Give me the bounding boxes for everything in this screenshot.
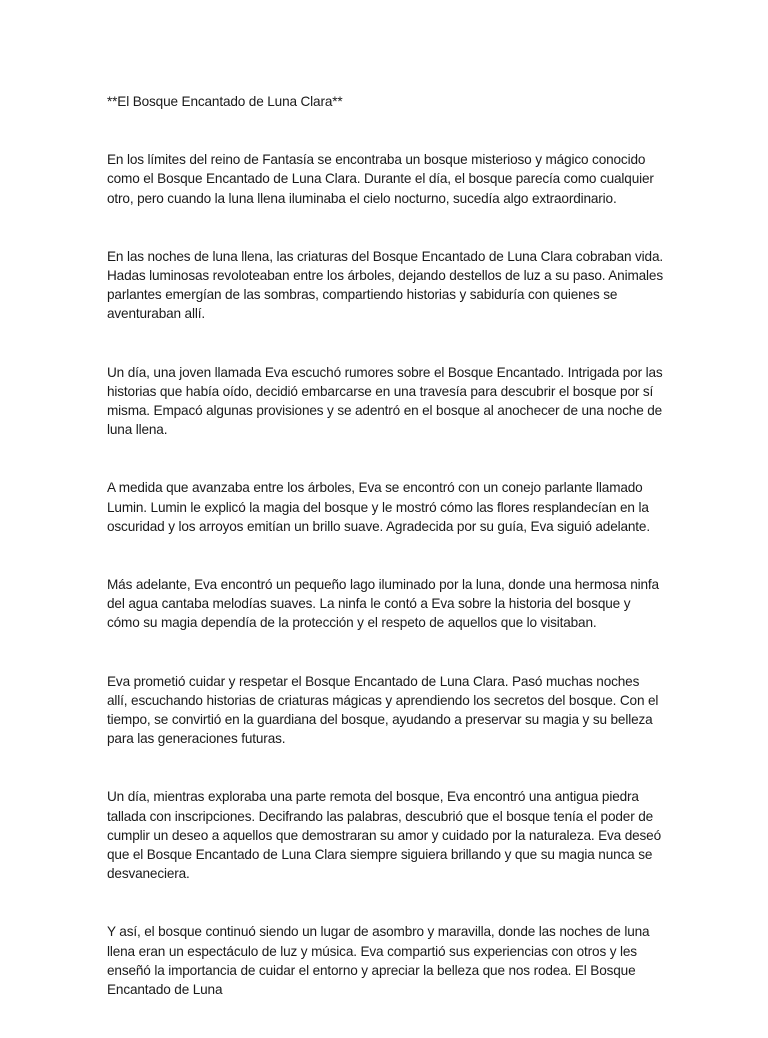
paragraph-8: Y así, el bosque continuó siendo un lugar de asombro y maravilla, donde las noches de luna llena eran un espectáculo de luz y música. Eva compartió sus experiencias con otros y les enseñó la importancia de cuidar el entorno y apreciar la belleza que nos rodea. El Bosque Encantado de Luna bbox=[107, 924, 650, 998]
paragraph-6: Eva prometió cuidar y respetar el Bosque Encantado de Luna Clara. Pasó muchas noches allí, escuchando historias de criaturas mágicas y aprendiendo los secretos del bosque. Con el tiempo, se convirtió en la guardiana del bosque, ayudando a preservar su magia y su belleza para las generaciones futuras. bbox=[107, 673, 659, 747]
paragraph-1: En los límites del reino de Fantasía se encontraba un bosque misterioso y mágico conocido como el Bosque Encantado de Luna Clara. Durante el día, el bosque parecía como cualquier otro, pero cuando la luna llena iluminaba el cielo nocturno, sucedía algo extraordinario. bbox=[107, 152, 654, 206]
paragraph-5: Más adelante, Eva encontró un pequeño lago iluminado por la luna, donde una hermosa ninfa del agua cantaba melodías suaves. La ninfa le contó a Eva sobre la historia del bosque y cómo su magia dependía de la protección y el respeto de aquellos que lo visitaban. bbox=[107, 577, 659, 631]
paragraph-7: Un día, mientras exploraba una parte remota del bosque, Eva encontró una antigua piedra tallada con inscripciones. Decifrando las palabras, descubrió que el bosque tenía el poder de cumplir un deseo a aquellos que demostraran su amor y cuidado por la naturaleza. Eva deseó que el Bosque Encantado de Luna Clara siempre siguiera brillando y que su magia nunca se desvaneciera. bbox=[107, 789, 661, 882]
paragraph-2: En las noches de luna llena, las criaturas del Bosque Encantado de Luna Clara cobraban vida. Hadas luminosas revoloteaban entre los árboles, dejando destellos de luz a su paso. Animales parlantes emergían de las sombras, compartiendo historias y sabiduría con quienes se aventuraban allí. bbox=[107, 248, 664, 322]
paragraph-4: A medida que avanzaba entre los árboles, Eva se encontró con un conejo parlante llamado Lumin. Lumin le explicó la magia del bosque y le mostró cómo las flores resplandecían en la oscuridad y los arroyos emitían un brillo suave. Agradecida por su guía, Eva siguió adelante. bbox=[107, 480, 650, 534]
document-title: **El Bosque Encantado de Luna Clara** bbox=[107, 94, 343, 109]
paragraph-3: Un día, una joven llamada Eva escuchó rumores sobre el Bosque Encantado. Intrigada por las historias que había oído, decidió embarcarse en una travesía para descubrir el bosque por sí misma. Empacó algunas provisiones y se adentró en el bosque al anochecer de una noche de luna llena. bbox=[107, 364, 663, 438]
document-body bbox=[107, 92, 663, 1038]
